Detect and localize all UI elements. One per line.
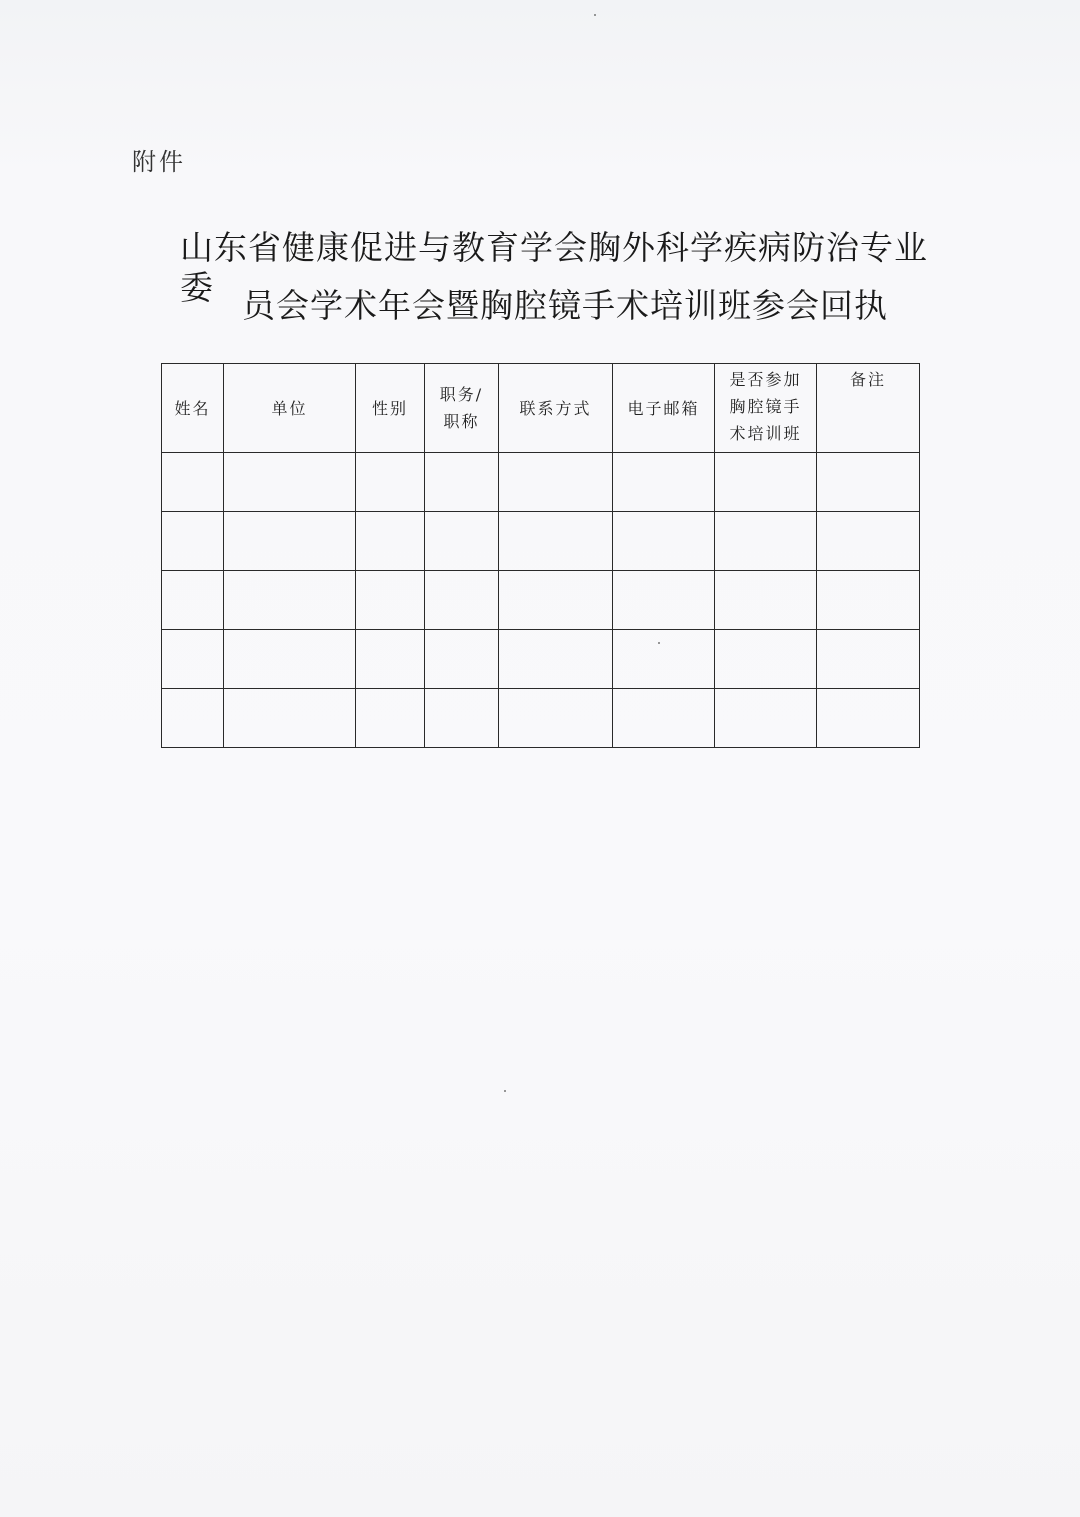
table-cell-attend-training[interactable] <box>715 453 817 512</box>
table-cell-attend-training[interactable] <box>715 571 817 630</box>
table-cell-remarks[interactable] <box>817 453 920 512</box>
table-cell-gender[interactable] <box>356 689 425 748</box>
table-cell-name[interactable] <box>162 571 224 630</box>
table-cell-organization[interactable] <box>224 630 356 689</box>
attachment-label: 附件 <box>132 148 186 176</box>
table-cell-organization[interactable] <box>224 689 356 748</box>
table-cell-name[interactable] <box>162 512 224 571</box>
table-cell-name[interactable] <box>162 689 224 748</box>
table-cell-name[interactable] <box>162 453 224 512</box>
table-cell-contact[interactable] <box>499 689 613 748</box>
table-cell-organization[interactable] <box>224 453 356 512</box>
table-cell-position-title[interactable] <box>425 571 499 630</box>
table-cell-gender[interactable] <box>356 512 425 571</box>
table-row <box>162 689 920 748</box>
table-cell-remarks[interactable] <box>817 689 920 748</box>
page-title-line-1: 山东省健康促进与教育学会胸外科学疾病防治专业委 <box>180 228 928 307</box>
table-row <box>162 571 920 630</box>
header-organization: 单位 <box>224 364 356 453</box>
table-cell-email[interactable] <box>613 630 715 689</box>
header-remarks: 备注 <box>817 364 920 453</box>
table-cell-position-title[interactable] <box>425 512 499 571</box>
page-title-line-2: 员会学术年会暨胸腔镜手术培训班参会回执 <box>242 286 888 325</box>
header-position-title: 职务/ 职称 <box>425 364 499 453</box>
table-cell-remarks[interactable] <box>817 512 920 571</box>
table-cell-position-title[interactable] <box>425 453 499 512</box>
table-cell-attend-training[interactable] <box>715 630 817 689</box>
header-attend-training: 是否参加 胸腔镜手 术培训班 <box>715 364 817 453</box>
table-cell-position-title[interactable] <box>425 630 499 689</box>
header-gender: 性别 <box>356 364 425 453</box>
table-cell-position-title[interactable] <box>425 689 499 748</box>
table-cell-email[interactable] <box>613 512 715 571</box>
table-cell-email[interactable] <box>613 571 715 630</box>
table-row <box>162 512 920 571</box>
table-cell-remarks[interactable] <box>817 630 920 689</box>
scan-speck <box>504 1090 506 1092</box>
scan-speck <box>658 642 660 644</box>
table-cell-remarks[interactable] <box>817 571 920 630</box>
header-contact: 联系方式 <box>499 364 613 453</box>
table-cell-attend-training[interactable] <box>715 689 817 748</box>
table-cell-organization[interactable] <box>224 512 356 571</box>
table-row <box>162 630 920 689</box>
table-cell-gender[interactable] <box>356 630 425 689</box>
table-cell-contact[interactable] <box>499 630 613 689</box>
table-cell-contact[interactable] <box>499 512 613 571</box>
table-cell-name[interactable] <box>162 630 224 689</box>
table-cell-organization[interactable] <box>224 571 356 630</box>
table-cell-attend-training[interactable] <box>715 512 817 571</box>
table-row <box>162 453 920 512</box>
table-header-row <box>162 364 920 453</box>
table-cell-contact[interactable] <box>499 453 613 512</box>
table-cell-email[interactable] <box>613 453 715 512</box>
registration-receipt-table <box>161 363 920 748</box>
table-cell-gender[interactable] <box>356 453 425 512</box>
table-cell-contact[interactable] <box>499 571 613 630</box>
header-email: 电子邮箱 <box>613 364 715 453</box>
table-cell-gender[interactable] <box>356 571 425 630</box>
table-cell-email[interactable] <box>613 689 715 748</box>
header-name: 姓名 <box>162 364 224 453</box>
scan-speck <box>594 14 596 16</box>
